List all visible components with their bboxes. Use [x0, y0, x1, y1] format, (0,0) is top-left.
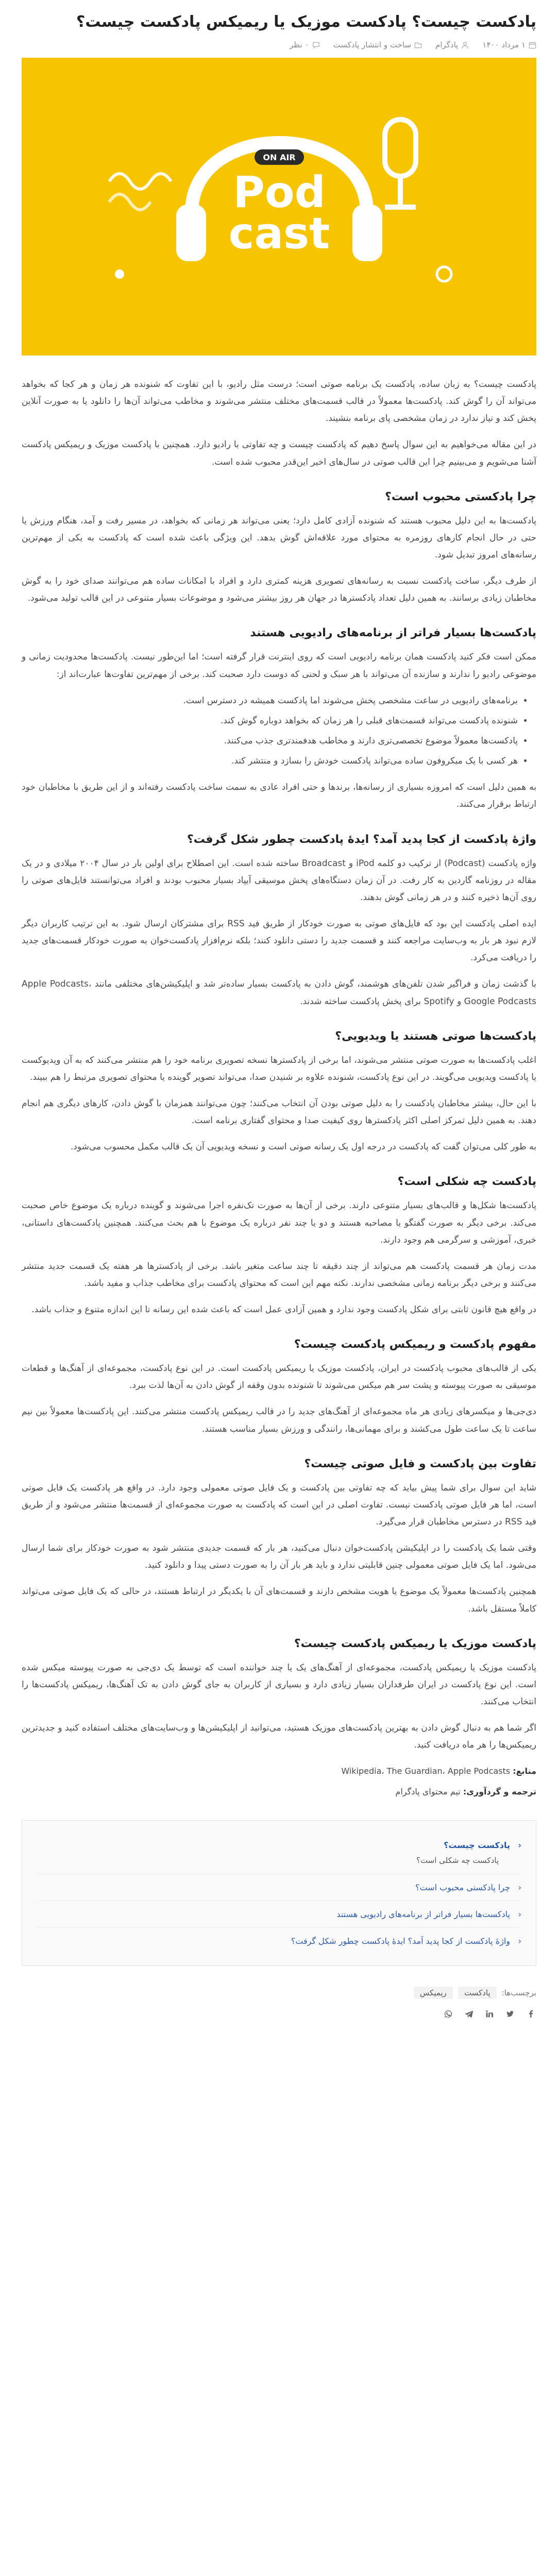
radio-paragraph-2: به همین دلیل است که امروزه بسیاری از رسانه‌ها، برندها و حتی افراد عادی به سمت ساخت پادکست رفته‌اند و از این طریق با مخاطبان خود ارتباط برقرار می‌کنند.: [22, 782, 536, 810]
meta-author-text[interactable]: پادگرام: [435, 40, 459, 49]
chevron-left-icon: ‹: [518, 1882, 521, 1892]
meta-date-text: ۱ مرداد ۱۴۰۰: [482, 40, 526, 49]
toc-item[interactable]: [37, 1832, 521, 1874]
twitter-icon[interactable]: [504, 2008, 516, 2020]
origin-paragraph-1: واژه پادکست (Podcast) از ترکیب دو کلمه iPod و Broadcast ساخته شده است. این اصطلاح برای اولین بار در سال ۲۰۰۴ میلادی و در یک مقاله در روزنامه گاردین به کار رفت. در آن زمان دستگاه‌های پخش موسیقی آیپاد بسیار محبوب بودند و افراد می‌توانستند فایل‌های صوتی را روی آن‌ها ذخیره کنند و در هر زمانی گوش بدهند.: [22, 858, 536, 903]
post-meta: [22, 33, 536, 58]
list-item: • برنامه‌های رادیویی در ساعت مشخصی پخش می‌شوند اما پادکست همیشه در دسترس است.: [22, 692, 518, 709]
chevron-left-icon: ‹: [518, 1936, 521, 1946]
folder-icon: [414, 41, 422, 49]
meta-comments-text[interactable]: ۰ نظر: [290, 40, 309, 49]
intro-paragraph-1: پادکست چیست؟ به زبان ساده، پادکست یک برنامه صوتی است؛ درست مثل رادیو، با این تفاوت که شنونده هر زمان و هر کجا که بخواهد می‌تواند آن را گوش کند. پادکست‌ها معمولاً در قالب قسمت‌های مختلف منتشر می‌شوند و مخاطب می‌تواند آن‌ها را دانلود یا به صورت آنلاین پخش کند و نیاز ندارد در زمان مشخصی پای برنامه بنشیند.: [22, 379, 536, 424]
chevron-left-icon: ‹: [518, 1840, 521, 1850]
heading-remix: مفهوم پادکست و ریمیکس پادکست چیست؟: [294, 1338, 536, 1351]
user-icon: [461, 41, 469, 49]
toc-sub-item[interactable]: پادکست چه شکلی است؟: [416, 1856, 499, 1866]
toc-item-label[interactable]: پادکست چیست؟: [444, 1840, 510, 1850]
facebook-icon[interactable]: [525, 2008, 536, 2020]
heading-popular: چرا پادکستی محبوب است؟: [385, 490, 536, 503]
share-bar: [22, 2004, 536, 2040]
podcast-illustration: [22, 58, 536, 355]
sources-value: Wikipedia، The Guardian، Apple Podcasts: [341, 1766, 511, 1776]
form-paragraph-1: پادکست‌ها شکل‌ها و قالب‌های بسیار متنوعی دارند. برخی از آن‌ها به صورت تک‌نفره اجرا می‌شوند و گوینده درباره یک موضوع خاص صحبت می‌کند. برخی دیگر به صورت گفتگو یا مصاحبه هستند و دو یا چند نفر درباره یک موضوع با هم بحث می‌کنند. همچنین پادکست‌های داستانی، خبری، آموزشی و سرگرمی هم وجود دارند.: [22, 1200, 536, 1245]
intro-paragraph-2: در این مقاله می‌خواهیم به این سوال پاسخ دهیم که پادکست چیست و چه تفاوتی با رادیو دارد. همچنین با پادکست موزیک و ریمیکس پادکست آشنا می‌شویم و می‌بینیم چرا این قالب صوتی در سال‌های اخیر این‌قدر محبوب شده است.: [22, 439, 536, 467]
heading-audio: پادکست‌ها صوتی هستند یا ویدیویی؟: [335, 1029, 536, 1043]
hero-image: [22, 58, 536, 355]
radio-paragraph-1: ممکن است فکر کنید پادکست همان برنامه رادیویی است که روی اینترنت قرار گرفته است؛ اما این‌طور نیست. پادکست‌ها محدودیت زمانی و موضوعی رادیو را ندارند و سازنده آن می‌تواند با هر سبک و لحنی که دوست دارد صحبت کند. برخی از مهم‌ترین تفاوت‌ها عبارت‌اند از:: [22, 652, 536, 680]
meta-comments[interactable]: [290, 40, 320, 49]
audio-paragraph-2: با این حال، بیشتر مخاطبان پادکست را به دلیل صوتی بودن آن انتخاب می‌کنند؛ چون می‌توانند همزمان با گوش دادن، کارهای دیگری هم انجام دهند. به همین دلیل تمرکز اصلی اکثر پادکسترها روی کیفیت صدا و محتوای گفتاری برنامه است.: [22, 1098, 536, 1126]
radio-list: [22, 692, 518, 770]
calendar-icon: [529, 41, 536, 49]
sources-line: [22, 1763, 536, 1779]
file-paragraph-1: شاید این سوال برای شما پیش بیاید که چه تفاوتی بین پادکست و یک فایل صوتی معمولی وجود دارد. در واقع هر پادکست یک فایل صوتی است، اما هر فایل صوتی پادکست نیست. تفاوت اصلی در این است که پادکست به صورت مجموعه‌ای از قسمت‌ها منتشر می‌شود و از طریق فید RSS در دسترس مخاطبان قرار می‌گیرد.: [22, 1482, 536, 1528]
list-item: • هر کسی با یک میکروفون ساده می‌تواند پادکست خودش را بسازد و منتشر کند.: [22, 753, 518, 770]
hero-word-cast: cast: [228, 208, 330, 259]
page-title: پادکست چیست؟ پادکست موزیک یا ریمیکس پادکست چیست؟: [76, 13, 536, 31]
translator-label: ترجمه و گردآوری:: [463, 1786, 536, 1797]
tag-link[interactable]: ریمیکس: [414, 1987, 453, 1999]
meta-category[interactable]: [333, 40, 422, 49]
table-of-contents: [22, 1820, 536, 1966]
heading-form: پادکست چه شکلی است؟: [397, 1175, 536, 1189]
music-paragraph-2: اگر شما هم به دنبال گوش دادن به بهترین پادکست‌های موزیک هستید، می‌توانید از اپلیکیشن‌ها و وب‌سایت‌های مختلف استفاده کنید و جدیدترین ریمیکس‌ها را هر ماه دریافت کنید.: [22, 1723, 536, 1751]
audio-paragraph-3: به طور کلی می‌توان گفت که پادکست در درجه اول یک رسانه صوتی است و نسخه ویدیویی آن یک قالب مکمل محسوب می‌شود.: [70, 1142, 536, 1153]
linkedin-icon[interactable]: [484, 2008, 495, 2020]
file-paragraph-2: وقتی شما یک پادکست را در اپلیکیشن پادکست‌خوان دنبال می‌کنید، هر بار که قسمت جدیدی منتشر شود به صورت خودکار برای شما ارسال می‌شود. اما یک فایل صوتی معمولی چنین قابلیتی ندارد و باید هر بار آن را به صورت دستی پیدا و دانلود کنید.: [22, 1543, 536, 1571]
sources-label: منابع:: [513, 1766, 536, 1776]
toc-item-label[interactable]: پادکست‌ها بسیار فراتر از برنامه‌های رادیویی هستند: [336, 1909, 510, 1919]
translator-line: [22, 1784, 536, 1800]
music-paragraph-1: پادکست موزیک یا ریمیکس پادکست، مجموعه‌ای از آهنگ‌های یک یا چند خواننده است که توسط یک دی‌جی به صورت پیوسته میکس شده است. این نوع پادکست در ایران طرفداران بسیار زیادی دارد و بسیاری از کاربران به جای گوش دادن به تک آهنگ‌ها، ریمیکس پادکست‌ها را انتخاب می‌کنند.: [22, 1662, 536, 1707]
file-paragraph-3: همچنین پادکست‌ها معمولاً یک موضوع یا هویت مشخص دارند و قسمت‌های آن با یکدیگر در ارتباط هستند، در حالی که یک فایل صوتی می‌تواند کاملاً مستقل باشد.: [22, 1586, 536, 1614]
toc-item[interactable]: [37, 1874, 521, 1901]
on-air-badge: ON AIR: [263, 152, 296, 162]
meta-category-text[interactable]: ساخت و انتشار پادکست: [333, 40, 412, 49]
hero-word-pod: Pod: [233, 167, 326, 217]
tag-link[interactable]: پادکست: [458, 1987, 497, 1999]
meta-author[interactable]: [435, 40, 469, 49]
toc-item[interactable]: [37, 1901, 521, 1928]
form-paragraph-2: مدت زمان هر قسمت پادکست هم می‌تواند از چند دقیقه تا چند ساعت متغیر باشد. برخی از پادکسترها هر هفته یک قسمت جدید منتشر می‌کنند و برخی دیگر برنامه زمانی مشخصی ندارند. نکته مهم این است که محتوای پادکست برای مخاطب جذاب و مفید باشد.: [22, 1261, 536, 1289]
post-tags: [22, 1981, 536, 2004]
article-body: [22, 355, 536, 1800]
remix-paragraph-2: دی‌جی‌ها و میکسرهای زیادی هر ماه مجموعه‌ای از آهنگ‌های جدید را در قالب ریمیکس پادکست منتشر می‌کنند. این پادکست‌ها معمولاً بین نیم ساعت تا یک ساعت طول می‌کشند و برای مهمانی‌ها، رانندگی و ورزش بسیار مناسب هستند.: [22, 1406, 536, 1434]
form-paragraph-3: در واقع هیچ قانون ثابتی برای شکل پادکست وجود ندارد و همین آزادی عمل است که باعث شده این رسانه تا این اندازه متنوع و جذاب باشد.: [31, 1304, 536, 1315]
meta-date: [482, 40, 536, 49]
list-item: • پادکست‌ها معمولاً موضوع تخصصی‌تری دارند و مخاطب هدفمندتری جذب می‌کنند.: [22, 733, 518, 750]
popular-paragraph-1: پادکست‌ها به این دلیل محبوب هستند که شنونده آزادی کامل دارد؛ یعنی می‌تواند هر زمانی که بخواهد، در مسیر رفت و آمد، هنگام ورزش یا حتی در حال انجام کارهای روزمره به محتوای مورد علاقه‌اش گوش بدهد. این ویژگی باعث شده است که پادکست به یکی از مهم‌ترین رسانه‌های امروز تبدیل شود.: [22, 515, 536, 560]
telegram-icon[interactable]: [463, 2008, 475, 2020]
toc-item[interactable]: [37, 1928, 521, 1954]
origin-paragraph-3: با گذشت زمان و فراگیر شدن تلفن‌های هوشمند، گوش دادن به پادکست بسیار ساده‌تر شد و اپلیکیشن‌های مختلفی مانند Apple Podcasts، Google Podcasts و Spotify برای پخش پادکست ساخته شدند.: [22, 979, 536, 1007]
comment-icon: [312, 41, 320, 49]
heading-radio: پادکست‌ها بسیار فراتر از برنامه‌های رادیویی هستند: [250, 626, 536, 640]
translator-value: تیم محتوای پادگرام: [395, 1786, 461, 1797]
chevron-left-icon: ‹: [518, 1909, 521, 1919]
heading-origin: واژهٔ پادکست از کجا پدید آمد؟ ایدهٔ پادکست چطور شکل گرفت؟: [187, 833, 536, 846]
heading-music: پادکست موزیک یا ریمیکس پادکست چیست؟: [294, 1637, 536, 1650]
whatsapp-icon[interactable]: [443, 2008, 454, 2020]
origin-paragraph-2: ایده اصلی پادکست این بود که فایل‌های صوتی به صورت خودکار از طریق فید RSS برای مشترکان ارسال شود. به این ترتیب کاربران دیگر لازم نبود هر بار به وب‌سایت مراجعه کنند و قسمت جدید را دستی دانلود کنند؛ بلکه نرم‌افزار پادکست‌خوان به صورت خودکار قسمت‌های جدید را دریافت می‌کرد.: [22, 918, 536, 963]
audio-paragraph-1: اغلب پادکست‌ها به صورت صوتی منتشر می‌شوند، اما برخی از پادکسترها نسخه تصویری برنامه خود را هم منتشر می‌کنند که به آن ویدیوکست یا پادکست ویدیویی می‌گویند. در این نوع پادکست، شنونده علاوه بر شنیدن صدا، می‌تواند تصویر گوینده یا محتوای تصویری مرتبط را هم ببیند.: [22, 1055, 536, 1082]
popular-paragraph-2: از طرف دیگر، ساخت پادکست نسبت به رسانه‌های تصویری هزینه کمتری دارد و افراد با امکانات ساده هم می‌توانند صدای خود را به گوش مخاطبان زیادی برسانند. به همین دلیل تعداد پادکسترها در جهان هر روز بیشتر می‌شود و موضوعات بسیار متنوعی در این قالب تولید می‌شود.: [22, 576, 536, 604]
toc-item-label[interactable]: واژهٔ پادکست از کجا پدید آمد؟ ایدهٔ پادکست چطور شکل گرفت؟: [291, 1936, 510, 1946]
remix-paragraph-1: یکی از قالب‌های محبوب پادکست در ایران، پادکست موزیک یا ریمیکس پادکست است. در این نوع پادکست، مجموعه‌ای از آهنگ‌ها و قطعات موسیقی به صورت پیوسته و پشت سر هم میکس می‌شوند تا شنونده بدون وقفه از گوش دادن به آن‌ها لذت ببرد.: [22, 1363, 536, 1391]
toc-item-label[interactable]: چرا پادکستی محبوب است؟: [415, 1882, 510, 1892]
list-item: • شنونده پادکست می‌تواند قسمت‌های قبلی را هر زمان که بخواهد دوباره گوش کند.: [22, 713, 518, 730]
heading-file: تفاوت بین پادکست و فایل صوتی چیست؟: [304, 1457, 536, 1470]
tags-label: برچسب‌ها:: [501, 1988, 536, 1998]
